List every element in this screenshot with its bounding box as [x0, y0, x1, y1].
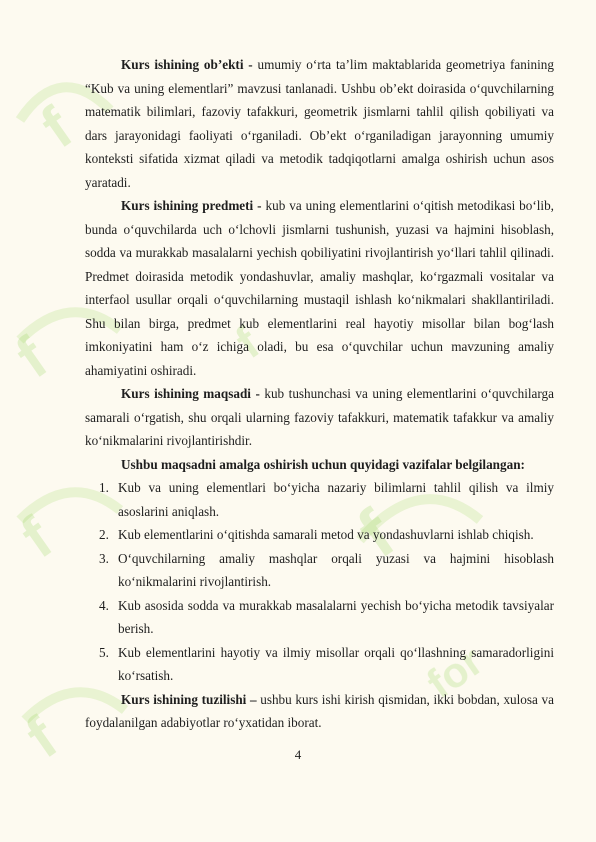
list-item-text: Kub va uning elementlari bo‘yicha nazariy bilimlarni tahlil qilish va ilmiy asoslarini aniqlash.	[118, 480, 554, 519]
tasks-heading: Ushbu maqsadni amalga oshirish uchun quyidagi vazifalar belgilangan:	[121, 456, 525, 472]
svg-text:f: f	[9, 504, 64, 571]
list-item-number: 1.	[99, 480, 109, 495]
svg-text:f: f	[29, 94, 84, 161]
body-text	[85, 53, 554, 735]
list-item	[85, 547, 554, 594]
goal-text: kub tushunchasi va uning elementlarini o‘quvchilarga samarali o‘rgatish, shu orqali ularning fazoviy tafakkuri, matematik tafakkur va amaliy ko‘nikmalarini rivojlantirishdir.	[85, 386, 554, 448]
list-item-number: 5.	[99, 644, 109, 660]
svg-text:f: f	[4, 324, 59, 391]
list-item	[85, 476, 554, 523]
object-label: Kurs ishining ob’ekti -	[121, 57, 253, 72]
list-item	[85, 523, 554, 547]
structure-label: Kurs ishining tuzilishi –	[121, 691, 257, 707]
tasks-list	[85, 476, 554, 688]
list-item-text: O‘quvchilarning amaliy mashqlar orqali yuzasi va hajmini hisoblash ko‘nikmalarini rivojlantirish.	[118, 550, 554, 589]
structure-paragraph	[85, 688, 554, 735]
subject-paragraph	[85, 194, 554, 382]
subject-label: Kurs ishining predmeti -	[121, 198, 262, 213]
object-text: umumiy o‘rta ta’lim maktablarida geometriya fanining “Kub va uning elementlari” mavzusi tanlanadi. Ushbu ob’ekt doirasida o‘quvchilarning matematik bilimlari, fazoviy tafakkuri, geometrik jismlarni tahlil qilish qobiliyati va dars jarayonidagi faoliyati o‘rganiladi. Ob’ekt o‘rganiladigan jarayonning umumiy konteksti sifatida xizmat qiladi va metodik tadqiqotlarni amalga oshirish uchun asos yaratadi.	[85, 57, 554, 190]
list-item-number: 4.	[99, 597, 109, 613]
structure-text: ushbu kurs ishi kirish qismidan, ikki bobdan, xulosa va foydalanilgan adabiyotlar ro‘yxatidan iborat.	[85, 691, 554, 730]
page-number: 4	[294, 747, 302, 762]
list-item-number: 3.	[99, 550, 109, 566]
subject-text: kub va uning elementlarini o‘qitish metodikasi bo‘lib, bunda o‘quvchilarda uch o‘lchovli jismlarni tushunish, yuzasi va hajmini hisoblash, sodda va murakkab masalalarni yechish qobiliyatini rivojlantirish yo‘llari tahlil qilinadi. Predmet doirasida metodik yondashuvlar, amaliy mashqlar, ko‘rgazmali vositalar va interfaol usullar orqali o‘quvchilarning mustaqil ishlash ko‘nikmalari shakllantiriladi. Shu bilan birga, predmet kub elementlarini real hayotiy misollar bilan bog‘lash imkoniyatini ham o‘z ichiga oladi, bu esa o‘quvchilar uchun mavzuning amaliy ahamiyatini oshiradi.	[85, 198, 554, 378]
svg-text:for: for	[418, 636, 492, 708]
goal-label: Kurs ishining maqsadi -	[121, 386, 260, 401]
list-item-text: Kub elementlarini hayotiy va ilmiy misollar orqali qo‘llashning samaradorligini ko‘rsatish.	[118, 644, 554, 683]
svg-text:f: f	[225, 316, 269, 369]
goal-paragraph	[85, 382, 554, 453]
svg-text:f: f	[14, 704, 69, 771]
object-paragraph	[85, 53, 554, 194]
list-item-text: Kub asosida sodda va murakkab masalalarni yechish bo‘yicha metodik tavsiyalar berish.	[118, 597, 554, 636]
list-item-text: Kub elementlarini o‘qitishda samarali metod va yondashuvlarni ishlab chiqish.	[118, 527, 534, 542]
list-item	[85, 594, 554, 641]
svg-text:f: f	[343, 495, 408, 573]
list-item	[85, 641, 554, 688]
list-item-number: 2.	[99, 527, 109, 542]
